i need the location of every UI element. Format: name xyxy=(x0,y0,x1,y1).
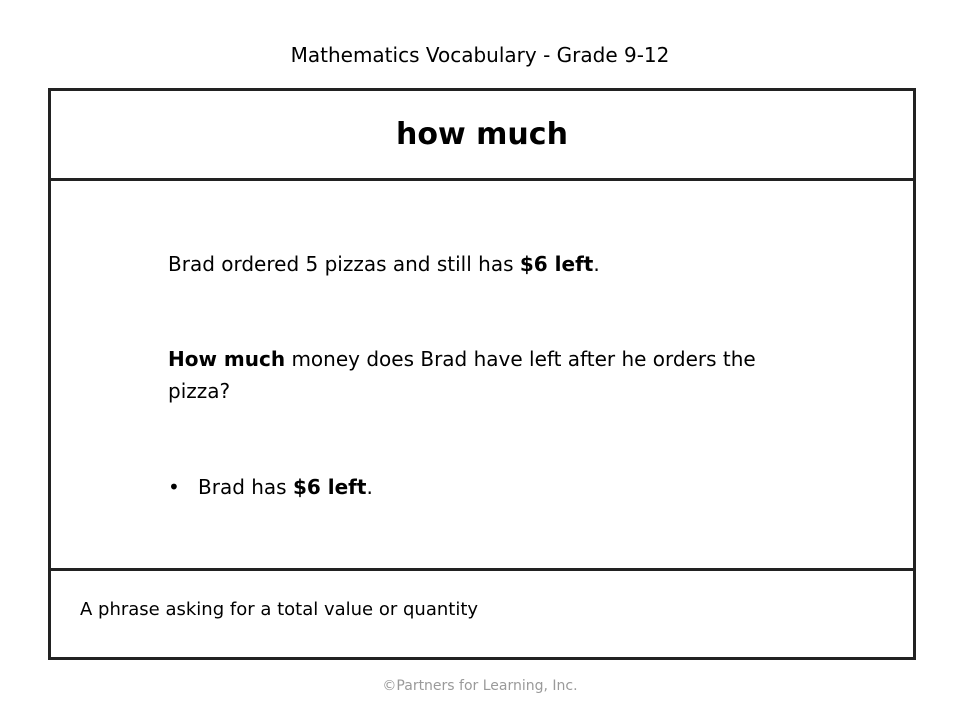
example-question-emphasis: How much xyxy=(168,347,286,371)
example-sentence-text: Brad ordered 5 pizzas and still has xyxy=(168,252,520,276)
example-question xyxy=(168,343,808,407)
example-answer-end: . xyxy=(366,475,373,499)
definition-text: A phrase asking for a total value or quantity xyxy=(80,599,479,620)
example-section xyxy=(51,181,913,571)
example-answer xyxy=(168,471,808,503)
vocabulary-term: how much xyxy=(396,117,568,152)
example-question-text: money does Brad have left after he orders the pizza? xyxy=(168,347,756,403)
example-sentence xyxy=(168,248,808,280)
bullet-icon: • xyxy=(168,475,180,499)
example-sentence-emphasis: $6 left xyxy=(519,252,594,276)
vocabulary-card xyxy=(48,88,916,660)
copyright-footer: ©Partners for Learning, Inc. xyxy=(382,678,578,694)
example-sentence-end: . xyxy=(593,252,600,276)
example-answer-emphasis: $6 left xyxy=(292,475,367,499)
term-section xyxy=(51,91,913,181)
example-answer-text: Brad has xyxy=(198,475,293,499)
page-title: Mathematics Vocabulary - Grade 9-12 xyxy=(290,43,670,67)
